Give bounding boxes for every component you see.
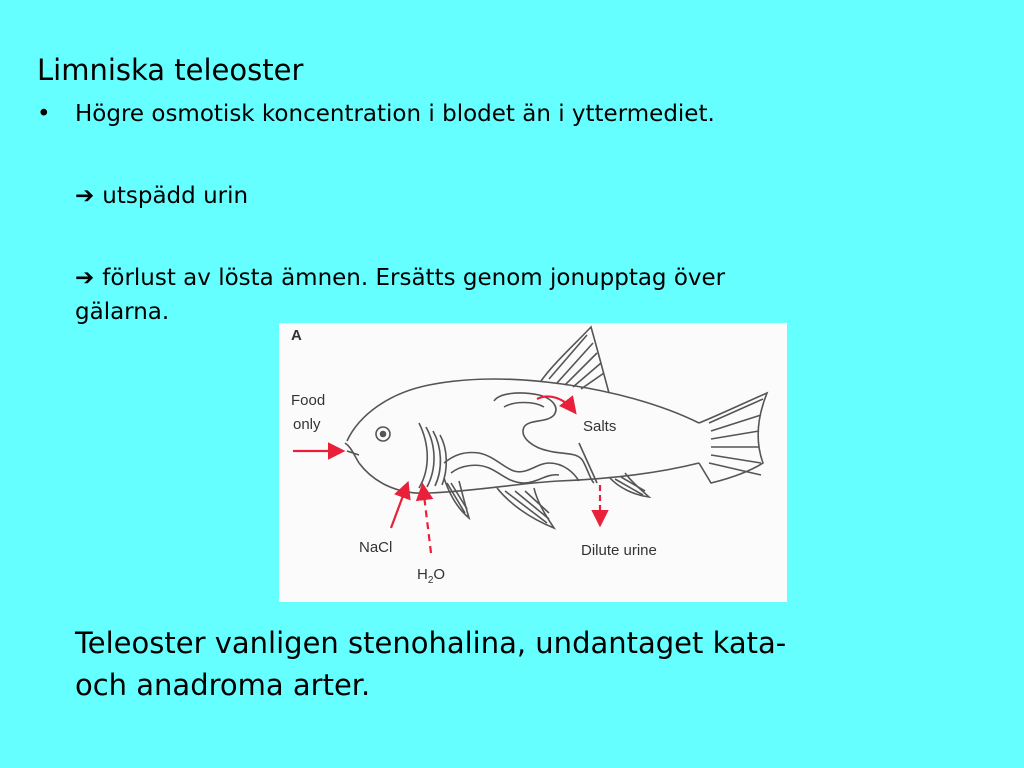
right-arrow-icon: ➔ — [75, 265, 95, 291]
food-label-line1: Food — [291, 392, 326, 409]
salts-label: Salts — [583, 418, 617, 435]
right-arrow-icon: ➔ — [75, 183, 95, 209]
slide-title: Limniska teleoster — [37, 53, 304, 87]
h2o-label: $H_2O$ — [417, 566, 446, 586]
fish-illustration — [345, 327, 767, 528]
h2o-arrow — [423, 487, 431, 553]
fish-osmoregulation-figure — [279, 323, 787, 602]
sub-point-solute-loss — [75, 261, 935, 295]
sub-point-dilute-urine — [75, 179, 935, 213]
conclusion-line-1: Teleoster vanligen stenohalina, undantaget kata- — [75, 626, 787, 660]
sub-point-continuation: gälarna. — [75, 299, 170, 325]
food-label-line2: only — [293, 416, 321, 433]
sub-point-text: utspädd urin — [102, 183, 249, 209]
urine-label: Dilute urine — [581, 542, 657, 559]
conclusion-line-2: och anadroma arter. — [75, 668, 371, 702]
bullet-icon: • — [37, 101, 51, 127]
conclusion-text — [75, 622, 955, 706]
nacl-label: NaCl — [359, 539, 393, 556]
bullet-point — [37, 97, 715, 131]
bullet-text: Högre osmotisk koncentration i blodet än i yttermediet. — [75, 101, 715, 127]
panel-label: A — [291, 327, 302, 344]
nacl-arrow — [391, 485, 407, 528]
sub-point-text: förlust av lösta ämnen. Ersätts genom jonupptag över — [102, 265, 726, 291]
